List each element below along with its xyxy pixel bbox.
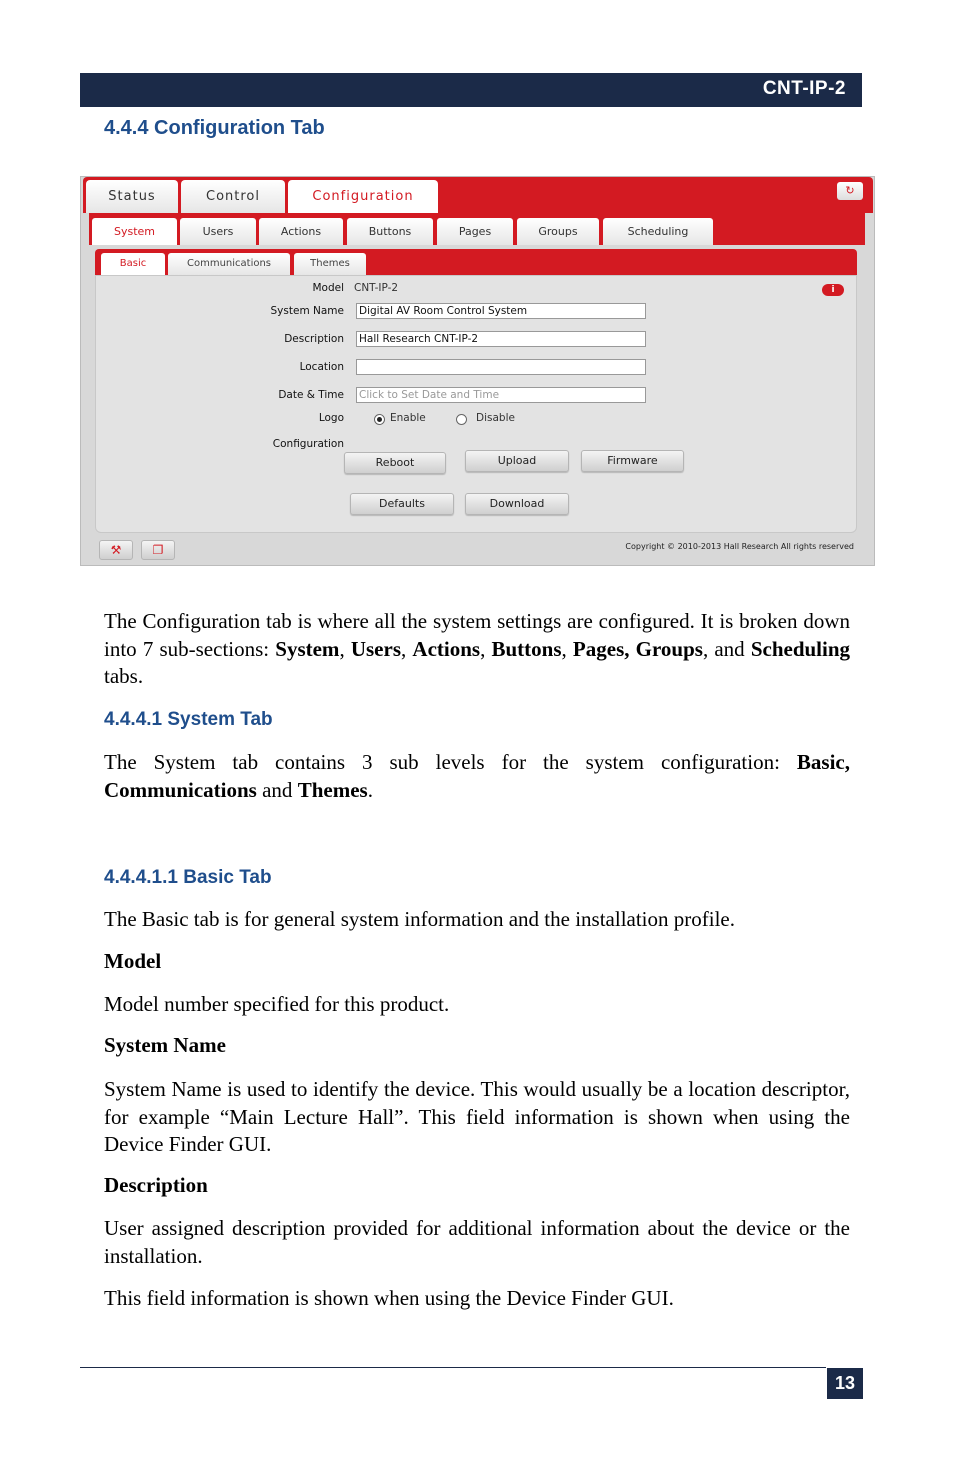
logo-enable-radio[interactable] xyxy=(374,414,385,425)
basic-tab-heading: 4.4.4.1.1 Basic Tab xyxy=(104,867,272,888)
tab-users[interactable]: Users xyxy=(180,218,256,245)
system-name-label: System Name xyxy=(270,305,344,317)
header-bar xyxy=(80,73,862,107)
page-number: 13 xyxy=(827,1368,863,1399)
tab-scheduling[interactable]: Scheduling xyxy=(603,218,713,245)
wrench-icon[interactable]: ⚒ xyxy=(99,540,133,560)
tab-basic[interactable]: Basic xyxy=(101,253,165,275)
system-name-title: System Name xyxy=(104,1033,226,1057)
defaults-button[interactable]: Defaults xyxy=(350,493,454,515)
system-name-paragraph: System Name is used to identify the device. This would usually be a location descriptor, for example “Main Lecture Hall”. This field information is shown when using the Device Finder GUI. xyxy=(104,1077,850,1156)
model-value: CNT-IP-2 xyxy=(354,282,399,294)
system-name-input[interactable]: Digital AV Room Control System xyxy=(356,303,646,319)
level3-tab-bar xyxy=(95,249,857,275)
model-title: Model xyxy=(104,949,162,973)
tab-control[interactable]: Control xyxy=(181,180,285,213)
description-title: Description xyxy=(104,1173,208,1197)
model-label: Model xyxy=(312,282,344,294)
firmware-button[interactable]: Firmware xyxy=(581,450,684,472)
description-label: Description xyxy=(284,333,344,345)
intro-paragraph: The Configuration tab is where all the system settings are configured. It is broken down into 7 sub-sections: System, Users, Actions, Buttons, Pages, Groups, and Scheduling tabs. xyxy=(104,609,851,688)
basic-intro-paragraph: The Basic tab is for general system information and the installation profile. xyxy=(104,907,735,931)
location-input[interactable] xyxy=(356,359,646,375)
tab-pages[interactable]: Pages xyxy=(437,218,513,245)
tab-status[interactable]: Status xyxy=(86,180,178,213)
description-paragraph-2: This field information is shown when using the Device Finder GUI. xyxy=(104,1286,674,1310)
logo-disable-radio[interactable] xyxy=(456,414,467,425)
system-tab-heading: 4.4.4.1 System Tab xyxy=(104,709,273,730)
reboot-button[interactable]: Reboot xyxy=(344,452,446,474)
logout-icon[interactable]: ↻ xyxy=(837,182,863,200)
section-heading: 4.4.4 Configuration Tab xyxy=(104,117,325,139)
logo-disable-label: Disable xyxy=(476,412,515,424)
window-icon[interactable]: ❐ xyxy=(141,540,175,560)
system-paragraph: The System tab contains 3 sub levels for the system configuration: Basic, Communications and Themes. xyxy=(104,750,850,802)
footer-rule xyxy=(80,1367,826,1368)
tab-buttons[interactable]: Buttons xyxy=(347,218,433,245)
logo-enable-label: Enable xyxy=(390,412,426,424)
main-tab-bar xyxy=(83,177,873,213)
configuration-screenshot xyxy=(80,176,875,566)
description-input[interactable]: Hall Research CNT-IP-2 xyxy=(356,331,646,347)
tab-actions[interactable]: Actions xyxy=(259,218,343,245)
info-icon[interactable]: i xyxy=(822,284,844,296)
location-label: Location xyxy=(299,361,344,373)
datetime-input[interactable]: Click to Set Date and Time xyxy=(356,387,646,403)
logo-label: Logo xyxy=(318,412,344,424)
product-title: CNT-IP-2 xyxy=(762,78,846,99)
sub-tab-bar xyxy=(89,213,865,245)
description-paragraph: User assigned description provided for additional information about the device or the installation. xyxy=(104,1216,850,1268)
tab-themes[interactable]: Themes xyxy=(294,253,366,275)
tab-configuration[interactable]: Configuration xyxy=(288,180,438,213)
download-button[interactable]: Download xyxy=(465,493,569,515)
tab-communications[interactable]: Communications xyxy=(168,253,290,275)
tab-system[interactable]: System xyxy=(92,218,177,245)
datetime-label: Date & Time xyxy=(278,389,344,401)
copyright-text: Copyright © 2010-2013 Hall Research All rights reserved xyxy=(625,542,854,551)
basic-settings-panel xyxy=(95,275,857,533)
upload-button[interactable]: Upload xyxy=(465,450,569,472)
configuration-label: Configuration xyxy=(272,438,344,450)
model-paragraph: Model number specified for this product. xyxy=(104,992,450,1016)
tab-groups[interactable]: Groups xyxy=(517,218,599,245)
